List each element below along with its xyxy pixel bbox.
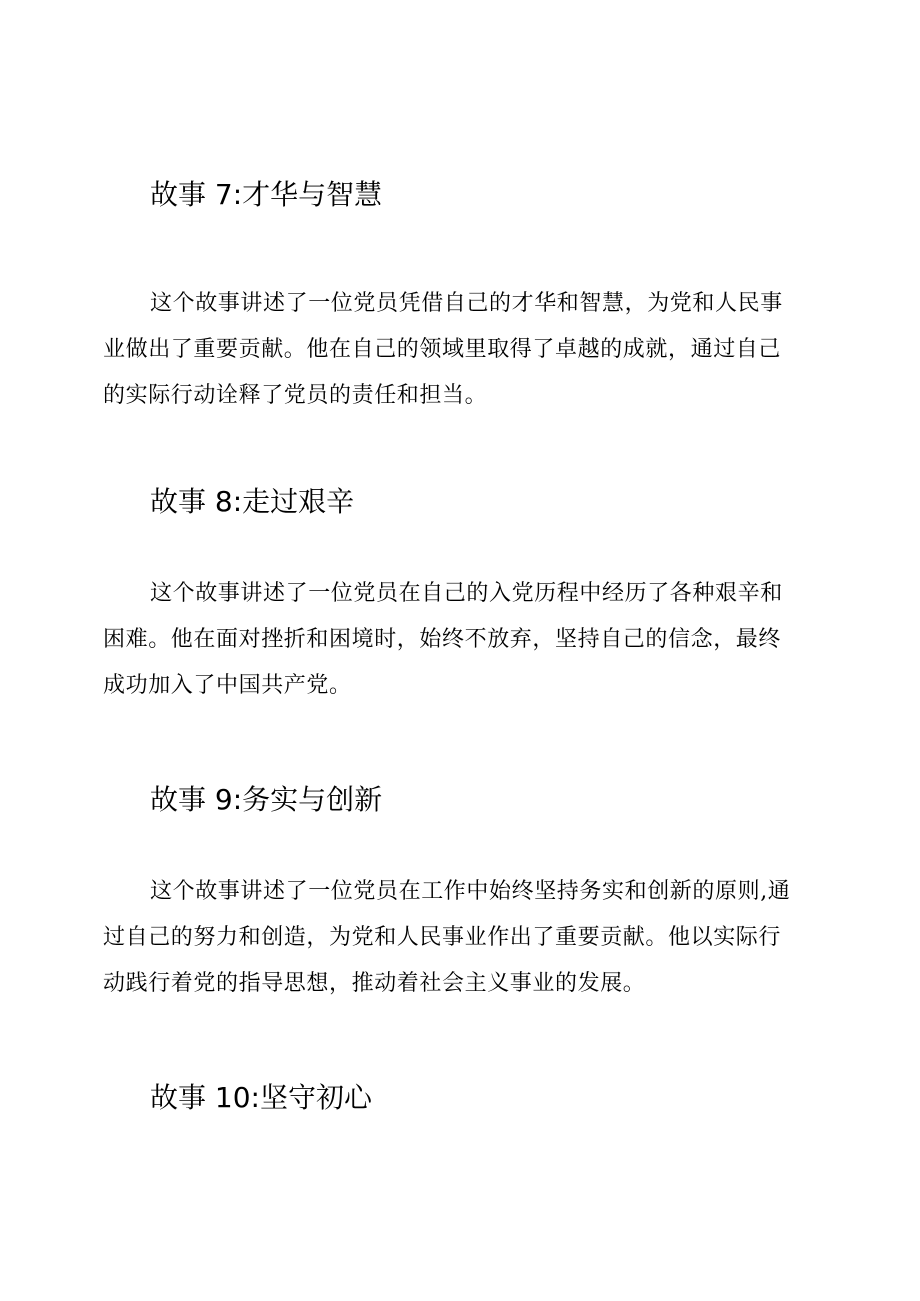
section-paragraph-story-7 [103,281,813,419]
section-paragraph-story-8 [103,571,813,709]
section-heading-story-10: 故事 10:坚守初心 [150,1081,372,1114]
paragraph-line: 过自己的努力和创造，为党和人民事业作出了重要贡献。他以实际行 [103,925,782,950]
section-paragraph-story-9 [103,869,813,1007]
paragraph-line: 这个故事讲述了一位党员在工作中始终坚持务实和创新的原则,通 [150,879,791,904]
paragraph-line: 这个故事讲述了一位党员凭借自己的才华和智慧，为党和人民事 [150,291,783,316]
section-heading-story-7: 故事 7:才华与智慧 [150,178,383,211]
paragraph-line: 动践行着党的指导思想，推动着社会主义事业的发展。 [103,971,646,996]
paragraph-line: 这个故事讲述了一位党员在自己的入党历程中经历了各种艰辛和 [150,581,783,606]
section-heading-story-9: 故事 9:务实与创新 [150,783,383,816]
section-heading-story-8: 故事 8:走过艰辛 [150,485,355,518]
paragraph-line: 业做出了重要贡献。他在自己的领域里取得了卓越的成就，通过自己 [103,337,782,362]
paragraph-line: 的实际行动诠释了党员的责任和担当。 [103,383,488,408]
paragraph-line: 成功加入了中国共产党。 [103,673,352,698]
paragraph-line: 困难。他在面对挫折和困境时，始终不放弃，坚持自己的信念，最终 [103,627,782,652]
